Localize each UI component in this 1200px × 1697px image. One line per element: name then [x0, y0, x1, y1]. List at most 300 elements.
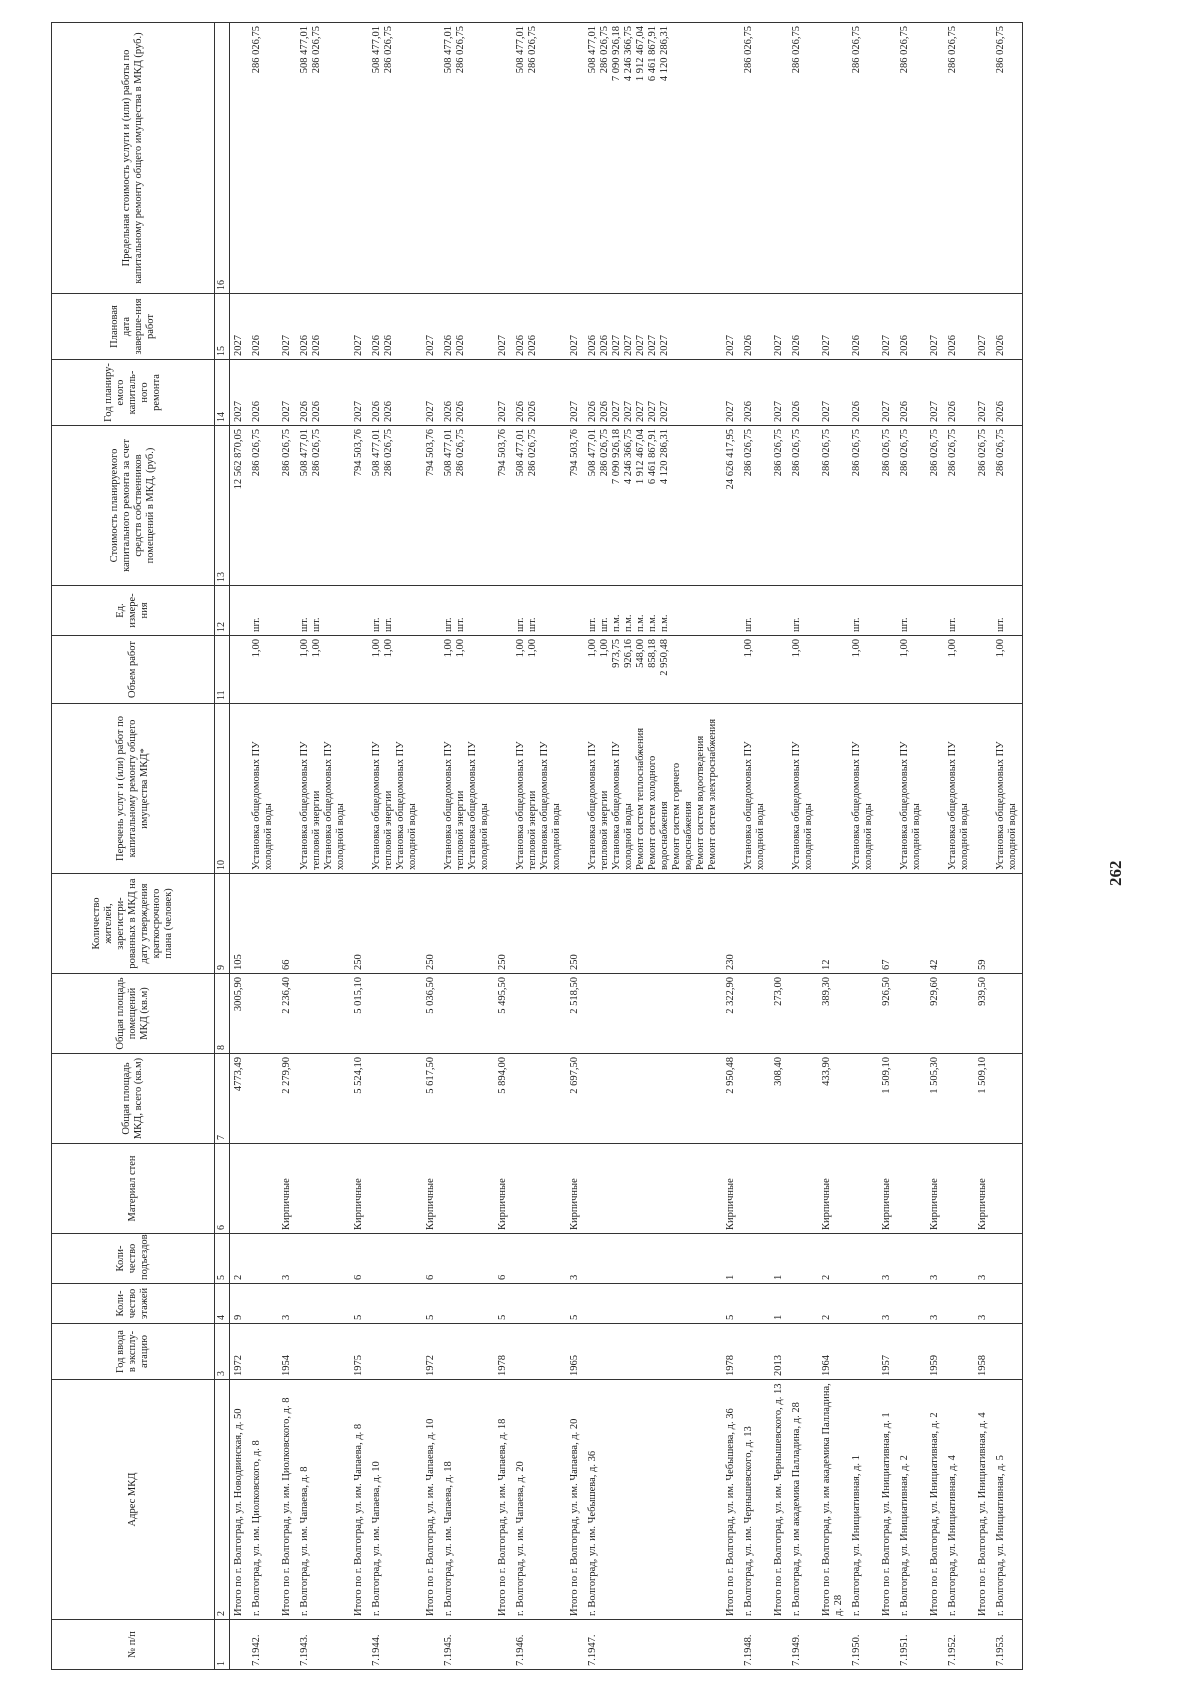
- column-header: Общая площадь МКД, всего (кв.м): [52, 1054, 215, 1144]
- year-built: 1978: [722, 1324, 740, 1380]
- address-cell-line: г. Волгоград, ул. им. Чернышевского, д. 13: [743, 1426, 754, 1616]
- residents-count: 67: [878, 874, 896, 974]
- work-volume: [740, 636, 770, 704]
- work-volume: [992, 636, 1023, 704]
- entrances-count: [992, 1234, 1023, 1284]
- work-volume-line: 1,00: [515, 639, 526, 658]
- unit-cell: [512, 586, 566, 636]
- address-cell: [878, 1380, 896, 1620]
- repair-year: [278, 360, 296, 426]
- wall-material: Кирпичные: [722, 1144, 740, 1234]
- unit-cell: [926, 586, 944, 636]
- year-built: [248, 1324, 278, 1380]
- limit-cost-cell-line: [281, 26, 293, 290]
- year-built: 1959: [926, 1324, 944, 1380]
- work-volume-line: 1,00: [995, 639, 1006, 658]
- completion-date: [740, 294, 770, 360]
- address-cell-line: г. Волгоград, ул. им академика Палладина, д. 28: [791, 1402, 802, 1616]
- row-number: 7.1950.: [848, 1620, 878, 1670]
- unit-cell-line: шт.: [599, 617, 610, 632]
- column-number: 3: [215, 1324, 230, 1380]
- total-area: 5 524,10: [350, 1054, 368, 1144]
- entrances-count: 2: [818, 1234, 848, 1284]
- column-number: 13: [215, 426, 230, 586]
- completion-date-line: 2027: [569, 335, 580, 356]
- limit-cost-cell-line: 286 026,75: [743, 26, 754, 74]
- residents-count: [512, 874, 566, 974]
- unit-cell: [230, 586, 249, 636]
- table-row: [440, 23, 494, 1670]
- address-cell: [740, 1380, 770, 1620]
- residents-count: [788, 874, 818, 974]
- year-built: [368, 1324, 422, 1380]
- column-number: 11: [215, 636, 230, 704]
- limit-cost-cell-line: 286 026,75: [311, 26, 322, 74]
- floors-count: 3: [878, 1284, 896, 1324]
- limit-cost-cell-line: 286 026,75: [455, 26, 466, 74]
- limit-cost-cell-line: 6 461 867,91: [647, 26, 658, 82]
- table-row: [992, 23, 1023, 1670]
- work-volume-line: [821, 639, 833, 700]
- work-list: [896, 704, 926, 874]
- cost-cell-line: 7 090 926,18: [611, 429, 622, 485]
- wall-material: [584, 1144, 722, 1234]
- page-number: 262: [1106, 860, 1125, 886]
- residents-count: [584, 874, 722, 974]
- cost-cell-line: 286 026,75: [899, 429, 910, 477]
- work-list: [296, 704, 350, 874]
- unit-cell: [296, 586, 350, 636]
- completion-date: [974, 294, 992, 360]
- repair-year-line: 2027: [647, 401, 658, 422]
- work-list: [818, 704, 848, 874]
- address-cell-line: г. Волгоград, ул. им. Чапаева, д. 18: [443, 1461, 454, 1616]
- column-header: Количество жителей, зарегистри-рованных в МКД на дату утверждения краткосрочного плана (человек): [52, 874, 215, 974]
- row-number: [566, 1620, 584, 1670]
- residents-count: 250: [350, 874, 368, 974]
- entrances-count: [896, 1234, 926, 1284]
- work-volume-line: 1,00: [443, 639, 454, 658]
- repair-year-line: 2026: [311, 401, 322, 422]
- work-list-line: [497, 707, 509, 870]
- unit-cell-line: шт.: [947, 617, 958, 632]
- repair-year-line: 2026: [371, 401, 382, 422]
- unit-cell: [770, 586, 788, 636]
- address-cell-line: Итого по г. Волгоград, ул. им. Чапаева, д. 8: [353, 1423, 364, 1616]
- completion-date-line: 2026: [371, 335, 382, 356]
- unit-cell-line: шт.: [527, 617, 538, 632]
- limit-cost-cell-line: 508 477,01: [299, 26, 310, 74]
- column-number: 4: [215, 1284, 230, 1324]
- unit-cell: [350, 586, 368, 636]
- cost-cell-line: 12 562 870,05: [233, 429, 244, 490]
- column-number: 1: [215, 1620, 230, 1670]
- floors-count: [740, 1284, 770, 1324]
- table-row: [722, 23, 740, 1670]
- work-volume-line: 1,00: [599, 639, 610, 658]
- cost-cell-line: 794 503,76: [425, 429, 436, 477]
- unit-cell-line: [725, 589, 737, 632]
- completion-date-line: 2026: [383, 335, 394, 356]
- floors-count: [788, 1284, 818, 1324]
- work-volume: [818, 636, 848, 704]
- floors-count: 9: [230, 1284, 249, 1324]
- cost-cell-line: 508 477,01: [371, 429, 382, 477]
- cost-cell-line: 508 477,01: [515, 429, 526, 477]
- address-cell: [440, 1380, 494, 1620]
- limit-cost-cell: [566, 23, 584, 294]
- work-list: [422, 704, 440, 874]
- table-row: [230, 23, 249, 1670]
- repair-year: [896, 360, 926, 426]
- total-area: [992, 1054, 1023, 1144]
- work-list-line: Установка общедомовых ПУ холодной воды: [947, 741, 970, 870]
- unit-cell-line: шт.: [851, 617, 862, 632]
- year-built: [848, 1324, 878, 1380]
- column-number: 2: [215, 1380, 230, 1620]
- cost-cell-line: 286 026,75: [881, 429, 892, 477]
- cost-cell-line: 286 026,75: [383, 429, 394, 477]
- cost-cell-line: 286 026,75: [311, 429, 322, 477]
- premises-area: 929,60: [926, 974, 944, 1054]
- limit-cost-cell-line: 508 477,01: [371, 26, 382, 74]
- residents-count: [848, 874, 878, 974]
- completion-date: [584, 294, 722, 360]
- premises-area: [368, 974, 422, 1054]
- year-built: [944, 1324, 974, 1380]
- floors-count: [992, 1284, 1023, 1324]
- completion-date: [512, 294, 566, 360]
- limit-cost-cell-line: 508 477,01: [515, 26, 526, 74]
- work-list: [992, 704, 1023, 874]
- cost-cell-line: 286 026,75: [527, 429, 538, 477]
- work-list: [248, 704, 278, 874]
- address-cell-line: Итого по г. Волгоград, ул. им. Чапаева, д. 10: [425, 1418, 436, 1616]
- address-cell-line: Итого по г. Волгоград, ул. им. Чебышева, д. 36: [725, 1408, 736, 1616]
- address-cell: [944, 1380, 974, 1620]
- work-volume: [440, 636, 494, 704]
- residents-count: 250: [494, 874, 512, 974]
- cost-cell-line: 286 026,75: [995, 429, 1006, 477]
- completion-date: [494, 294, 512, 360]
- unit-cell-line: п.м.: [659, 614, 670, 632]
- table-row: [512, 23, 566, 1670]
- work-list-line: Ремонт систем теплоснабжения: [635, 727, 646, 870]
- unit-cell-line: [497, 589, 509, 632]
- completion-date: [848, 294, 878, 360]
- work-volume-line: 1,00: [383, 639, 394, 658]
- table-body: [230, 23, 1023, 1670]
- work-volume-line: 1,00: [251, 639, 262, 658]
- completion-date-line: 2027: [647, 335, 658, 356]
- wall-material: [992, 1144, 1023, 1234]
- work-list-line: [929, 707, 941, 870]
- wall-material: Кирпичные: [878, 1144, 896, 1234]
- premises-area: 2 322,90: [722, 974, 740, 1054]
- cost-cell-line: 508 477,01: [443, 429, 454, 477]
- year-built: 1954: [278, 1324, 296, 1380]
- floors-count: 5: [494, 1284, 512, 1324]
- residents-count: [770, 874, 788, 974]
- work-volume: [422, 636, 440, 704]
- total-area: 5 894,00: [494, 1054, 512, 1144]
- work-list-line: [821, 707, 833, 870]
- table-row: [584, 23, 722, 1670]
- total-area: [248, 1054, 278, 1144]
- limit-cost-cell: [278, 23, 296, 294]
- cost-cell-line: 286 026,75: [821, 429, 832, 477]
- unit-cell-line: шт.: [743, 617, 754, 632]
- cost-cell: [788, 426, 818, 586]
- repair-year-line: 2026: [251, 401, 262, 422]
- cost-cell-line: 286 026,75: [599, 429, 610, 477]
- limit-cost-cell-line: [233, 26, 245, 290]
- total-area: 1 509,10: [878, 1054, 896, 1144]
- residents-count: 66: [278, 874, 296, 974]
- limit-cost-cell-line: [977, 26, 989, 290]
- residents-count: 59: [974, 874, 992, 974]
- floors-count: 3: [278, 1284, 296, 1324]
- work-list-line: Ремонт систем водоотведения: [695, 735, 706, 870]
- repair-year: [584, 360, 722, 426]
- unit-cell: [848, 586, 878, 636]
- premises-area: [896, 974, 926, 1054]
- work-list-line: Установка общедомовых ПУ холодной воды: [539, 741, 562, 870]
- premises-area: [248, 974, 278, 1054]
- unit-cell-line: [569, 589, 581, 632]
- work-list-line: Установка общедомовых ПУ тепловой энергии: [299, 741, 322, 870]
- repair-year: [722, 360, 740, 426]
- table-row: [422, 23, 440, 1670]
- floors-count: 5: [566, 1284, 584, 1324]
- entrances-count: [848, 1234, 878, 1284]
- column-header: Ед. измере-ния: [52, 586, 215, 636]
- repair-year-line: 2027: [725, 401, 736, 422]
- wall-material: [248, 1144, 278, 1234]
- completion-date: [566, 294, 584, 360]
- premises-area: [740, 974, 770, 1054]
- unit-cell: [974, 586, 992, 636]
- cost-cell-line: 794 503,76: [569, 429, 580, 477]
- cost-cell-line: 286 026,75: [281, 429, 292, 477]
- repair-year-line: 2027: [281, 401, 292, 422]
- column-header: Год планиру-емого капиталь-ного ремонта: [52, 360, 215, 426]
- limit-cost-cell: [848, 23, 878, 294]
- entrances-count: [584, 1234, 722, 1284]
- cost-cell-line: 794 503,76: [353, 429, 364, 477]
- completion-date-line: 2026: [899, 335, 910, 356]
- residents-count: 250: [422, 874, 440, 974]
- completion-date-line: 2027: [929, 335, 940, 356]
- limit-cost-cell: [818, 23, 848, 294]
- address-cell: [350, 1380, 368, 1620]
- cost-cell-line: 508 477,01: [587, 429, 598, 477]
- work-volume-line: 926,16: [623, 639, 634, 668]
- limit-cost-cell-line: 4 246 366,75: [623, 26, 634, 82]
- work-list: [848, 704, 878, 874]
- wall-material: [944, 1144, 974, 1234]
- repair-year-line: 2027: [659, 401, 670, 422]
- repair-year-line: 2027: [569, 401, 580, 422]
- completion-date-line: 2027: [623, 335, 634, 356]
- address-cell: [896, 1380, 926, 1620]
- work-list-line: [353, 707, 365, 870]
- work-volume-line: [281, 639, 293, 700]
- repair-year: [296, 360, 350, 426]
- floors-count: [896, 1284, 926, 1324]
- work-list-line: [569, 707, 581, 870]
- row-number: 7.1951.: [896, 1620, 926, 1670]
- total-area: 308,40: [770, 1054, 788, 1144]
- unit-cell: [944, 586, 974, 636]
- residents-count: 105: [230, 874, 249, 974]
- cost-cell-line: 286 026,75: [251, 429, 262, 477]
- entrances-count: 2: [230, 1234, 249, 1284]
- year-built: 2013: [770, 1324, 788, 1380]
- work-list-line: Установка общедомовых ПУ холодной воды: [995, 741, 1018, 870]
- limit-cost-cell-line: 286 026,75: [995, 26, 1006, 74]
- repair-year: [230, 360, 249, 426]
- address-cell-line: Итого по г. Волгоград, ул. Новодвинская, д. 50: [233, 1408, 244, 1616]
- column-header: Объем работ: [52, 636, 215, 704]
- premises-area: 5 036,50: [422, 974, 440, 1054]
- completion-date-line: 2026: [527, 335, 538, 356]
- limit-cost-cell-line: 286 026,75: [527, 26, 538, 74]
- row-number: [494, 1620, 512, 1670]
- work-list-line: Установка общедомовых ПУ холодной воды: [251, 741, 274, 870]
- work-list-line: Установка общедомовых ПУ холодной воды: [611, 741, 634, 870]
- unit-cell-line: п.м.: [623, 614, 634, 632]
- unit-cell: [248, 586, 278, 636]
- work-list-line: Установка общедомовых ПУ тепловой энергии: [587, 741, 610, 870]
- column-number: 6: [215, 1144, 230, 1234]
- repair-year-line: 2026: [587, 401, 598, 422]
- repair-year: [926, 360, 944, 426]
- total-area: [944, 1054, 974, 1144]
- work-volume: [878, 636, 896, 704]
- address-cell-line: Итого по г. Волгоград, ул. им академика Палладина, д. 28: [821, 1383, 844, 1616]
- year-built: [584, 1324, 722, 1380]
- completion-date-line: 2027: [497, 335, 508, 356]
- limit-cost-cell-line: 286 026,75: [851, 26, 862, 74]
- completion-date-line: 2027: [821, 335, 832, 356]
- table-row: [350, 23, 368, 1670]
- wall-material: Кирпичные: [818, 1144, 848, 1234]
- limit-cost-cell-line: [773, 26, 785, 290]
- year-built: 1972: [422, 1324, 440, 1380]
- address-cell-line: г. Волгоград, ул. Инициативная, д. 1: [851, 1455, 862, 1616]
- year-built: [896, 1324, 926, 1380]
- limit-cost-cell: [974, 23, 992, 294]
- address-cell-line: г. Волгоград, ул. Инициативная, д. 5: [995, 1455, 1006, 1616]
- work-list-line: Установка общедомовых ПУ холодной воды: [467, 741, 490, 870]
- completion-date-line: 2026: [599, 335, 610, 356]
- premises-area: 926,50: [878, 974, 896, 1054]
- completion-date-line: 2027: [233, 335, 244, 356]
- column-number: 7: [215, 1054, 230, 1144]
- column-header: Перечень услуг и (или) работ по капитальному ремонту общего имущества МКД*: [52, 704, 215, 874]
- repair-year: [740, 360, 770, 426]
- address-cell-line: г. Волгоград, ул. им. Чапаева, д. 8: [299, 1466, 310, 1616]
- unit-cell-line: п.м.: [611, 614, 622, 632]
- repair-year-line: 2027: [233, 401, 244, 422]
- limit-cost-cell-line: 508 477,01: [443, 26, 454, 74]
- premises-area: 2 236,40: [278, 974, 296, 1054]
- work-list-line: Установка общедомовых ПУ холодной воды: [743, 741, 766, 870]
- repair-year: [818, 360, 848, 426]
- work-volume-line: 1,00: [455, 639, 466, 658]
- cost-cell: [770, 426, 788, 586]
- address-cell-line: Итого по г. Волгоград, ул. им. Чапаева, д. 18: [497, 1418, 508, 1616]
- total-area: 5 617,50: [422, 1054, 440, 1144]
- entrances-count: [248, 1234, 278, 1284]
- floors-count: 3: [974, 1284, 992, 1324]
- unit-cell-line: [821, 589, 833, 632]
- repair-year-line: 2026: [743, 401, 754, 422]
- address-cell: [230, 1380, 249, 1620]
- repair-year-line: 2026: [995, 401, 1006, 422]
- unit-cell: [788, 586, 818, 636]
- work-volume: [494, 636, 512, 704]
- limit-cost-cell-line: [821, 26, 833, 290]
- work-volume-line: 1,00: [791, 639, 802, 658]
- address-cell: [722, 1380, 740, 1620]
- limit-cost-cell: [722, 23, 740, 294]
- column-header: Материал стен: [52, 1144, 215, 1234]
- total-area: 2 697,50: [566, 1054, 584, 1144]
- completion-date: [878, 294, 896, 360]
- year-built: 1975: [350, 1324, 368, 1380]
- cost-cell-line: 286 026,75: [773, 429, 784, 477]
- wall-material: [788, 1144, 818, 1234]
- repair-year-line: 2027: [425, 401, 436, 422]
- row-number: 7.1947.: [584, 1620, 722, 1670]
- column-header: Коли-чество этажей: [52, 1284, 215, 1324]
- header-row: [52, 23, 215, 1670]
- work-volume: [512, 636, 566, 704]
- row-number: 7.1952.: [944, 1620, 974, 1670]
- unit-cell: [878, 586, 896, 636]
- completion-date-line: 2026: [791, 335, 802, 356]
- work-volume-line: [353, 639, 365, 700]
- completion-date-line: 2026: [443, 335, 454, 356]
- column-number-row: [215, 23, 230, 1670]
- work-list-line: Установка общедомовых ПУ холодной воды: [851, 741, 874, 870]
- completion-date: [278, 294, 296, 360]
- column-header: Коли-чество подъездов: [52, 1234, 215, 1284]
- address-cell: [512, 1380, 566, 1620]
- entrances-count: 6: [422, 1234, 440, 1284]
- year-built: 1957: [878, 1324, 896, 1380]
- limit-cost-cell-line: 508 477,01: [587, 26, 598, 74]
- work-volume-line: 1,00: [947, 639, 958, 658]
- column-header: Общая площадь помещений МКД (кв.м): [52, 974, 215, 1054]
- repair-year-line: 2027: [773, 401, 784, 422]
- address-cell: [584, 1380, 722, 1620]
- work-list: [230, 704, 249, 874]
- completion-date-line: 2026: [515, 335, 526, 356]
- table-row: [566, 23, 584, 1670]
- completion-date: [992, 294, 1023, 360]
- cost-cell-line: 286 026,75: [947, 429, 958, 477]
- total-area: 2 279,90: [278, 1054, 296, 1144]
- row-number: 7.1945.: [440, 1620, 494, 1670]
- total-area: 2 950,48: [722, 1054, 740, 1144]
- unit-cell-line: шт.: [251, 617, 262, 632]
- floors-count: [296, 1284, 350, 1324]
- cost-cell: [848, 426, 878, 586]
- completion-date: [296, 294, 350, 360]
